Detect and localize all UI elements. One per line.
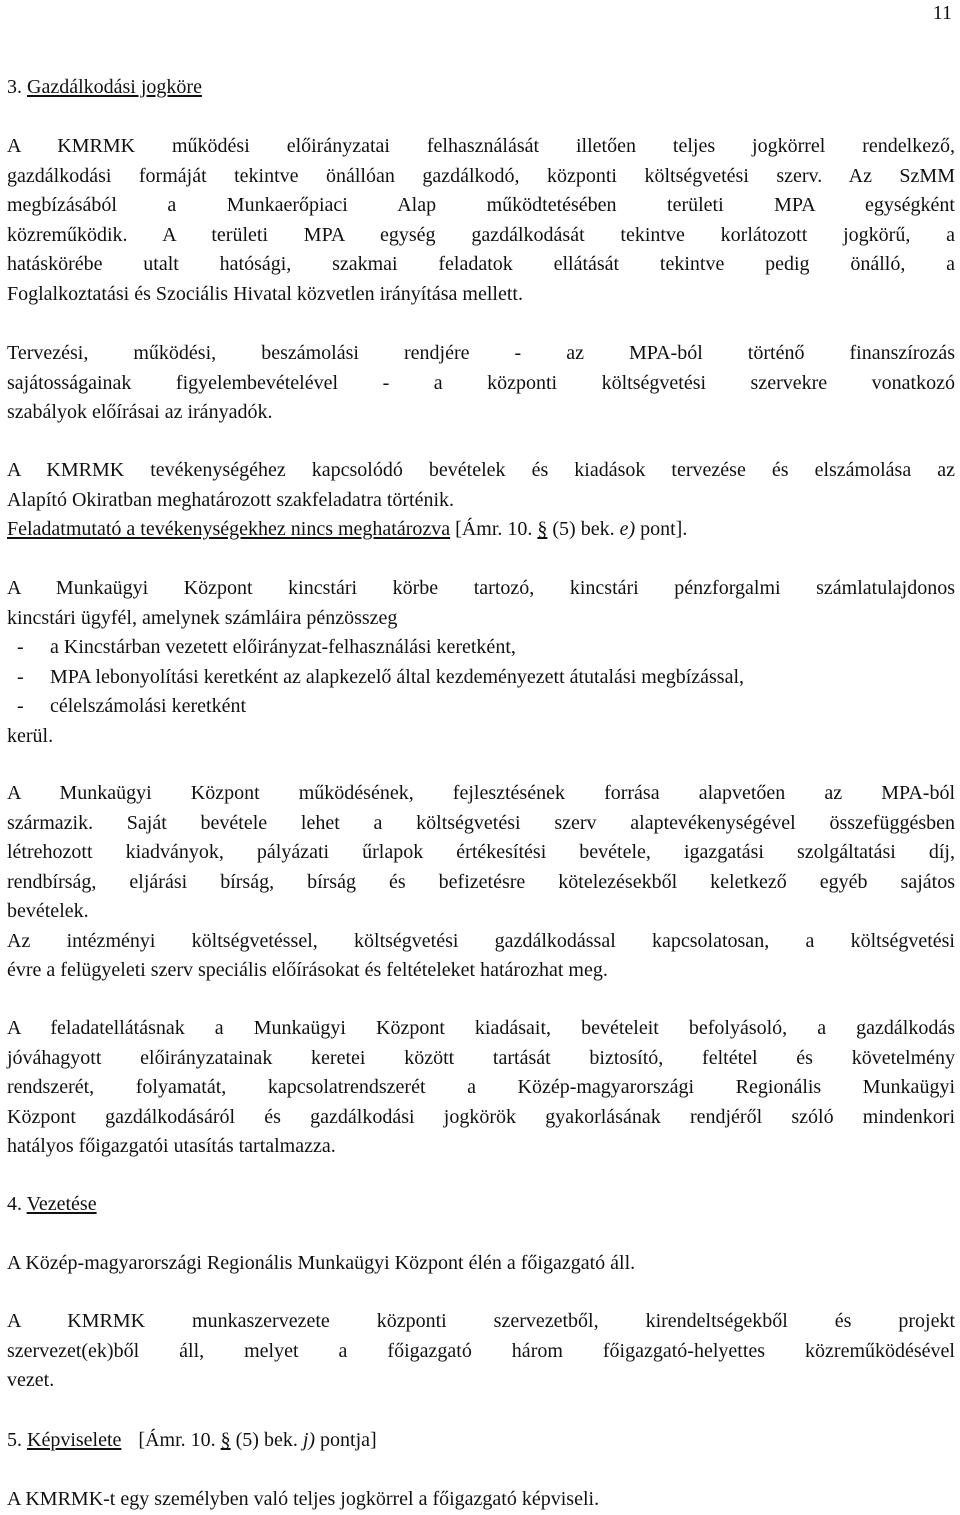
paragraph-2-line: Tervezési, működési, beszámolási rendjére - az MPA-ból történő finanszírozás bbox=[7, 342, 955, 364]
list-item bbox=[7, 633, 955, 663]
paragraph-7-line: hatályos főigazgatói utasítás tartalmazza. bbox=[7, 1135, 336, 1157]
list-item bbox=[7, 663, 955, 693]
section-5-number: 5. bbox=[7, 1429, 22, 1451]
paragraph-9-line: vezet. bbox=[7, 1369, 55, 1391]
paragraph-4-line: kincstári ügyfél, amelynek számláira pénzösszeg bbox=[7, 606, 398, 629]
paragraph-8-line: A Közép-magyarországi Regionális Munkaügyi Központ élén a főigazgató áll. bbox=[7, 1252, 636, 1274]
list-item-text: célelszámolási keretként bbox=[50, 695, 247, 717]
paragraph-4-end: kerül. bbox=[7, 724, 54, 747]
paragraph-9-line: A KMRMK munkaszervezete központi szervezetből, kirendeltségekből és projekt bbox=[7, 1310, 955, 1332]
reference-text: (5) bek. bbox=[547, 518, 620, 540]
task-indicator-note: Feladatmutató a tevékenységekhez nincs meghatározva bbox=[7, 518, 451, 540]
paragraph-6-line: Az intézményi költségvetéssel, költségvetési gazdálkodással kapcsolatosan, a költségvetési bbox=[7, 929, 955, 952]
list-dash: - bbox=[17, 695, 24, 717]
section-4-title: Vezetése bbox=[26, 1193, 97, 1215]
paragraph-3-line: A KMRMK tevékenységéhez kapcsolódó bevételek és kiadások tervezése és elszámolása az bbox=[7, 459, 955, 481]
paragraph-4 bbox=[7, 574, 955, 751]
list-item-text: MPA lebonyolítási keretként az alapkezelő által kezdeményezett átutalási megbízással, bbox=[50, 665, 745, 688]
paragraph-1-line: hatáskörébe utalt hatósági, szakmai feladatok ellátását tekintve pedig önálló, a bbox=[7, 253, 955, 275]
paragraph-5-line: rendbírság, eljárási bírság, bírság és befizetésre kötelezésekből keletkező egyéb sajátos bbox=[7, 870, 955, 893]
paragraph-7-line: jóváhagyott előirányzatainak keretei között tartását biztosító, feltétel és követelmény bbox=[7, 1046, 955, 1069]
paragraph-2-line: szabályok előírásai az irányadók. bbox=[7, 401, 273, 423]
paragraph-7-line: Központ gazdálkodásáról és gazdálkodási jogkörök gyakorlásának rendjéről szóló mindenkori bbox=[7, 1105, 955, 1128]
paragraph-1-line: megbízásából a Munkaerőpiaci Alap működtetésében területi MPA egységként bbox=[7, 194, 955, 216]
paragraph-2-line: sajátosságainak figyelembevételével - a központi költségvetési szervekre vonatkozó bbox=[7, 371, 955, 394]
reference-point: e) bbox=[619, 518, 636, 540]
paragraph-4-line: A Munkaügyi Központ kincstári körbe tartozó, kincstári pénzforgalmi számlatulajdonos bbox=[7, 577, 955, 599]
paragraph-9-line: szervezet(ek)ből áll, melyet a főigazgató három főigazgató-helyettes közreműködésével bbox=[7, 1339, 955, 1362]
paragraph-sign: § bbox=[220, 1429, 231, 1451]
list-dash: - bbox=[17, 636, 24, 658]
reference-text: pontja] bbox=[315, 1429, 377, 1451]
section-3-title: Gazdálkodási jogköre bbox=[27, 76, 202, 98]
paragraph-5-line: létrehozott kiadványok, pályázati űrlapok értékesítési bevétele, igazgatási szolgáltatási díj, bbox=[7, 841, 955, 863]
paragraph-7-line: A feladatellátásnak a Munkaügyi Központ kiadásait, bevételeit befolyásoló, a gazdálkodás bbox=[7, 1017, 955, 1039]
paragraph-5-line: származik. Saját bevétele lehet a költségvetési szerv alaptevékenységével összefüggésben bbox=[7, 811, 955, 834]
reference-text: [Ámr. 10. bbox=[138, 1429, 221, 1451]
paragraph-3-reference-line bbox=[7, 515, 955, 545]
reference-text: [Ámr. 10. bbox=[450, 518, 538, 540]
paragraph-7 bbox=[7, 1014, 955, 1162]
paragraph-5-line: bevételek. bbox=[7, 900, 89, 922]
paragraph-5-line: A Munkaügyi Központ működésének, fejlesztésének forrása alapvetően az MPA-ból bbox=[7, 782, 955, 804]
paragraph-7-line: rendszerét, folyamatát, kapcsolatrendszerét a Közép-magyarországi Regionális Munkaügyi bbox=[7, 1076, 955, 1098]
paragraph-10-line: A KMRMK-t egy személyben való teljes jogkörrel a főigazgató képviseli. bbox=[7, 1488, 600, 1510]
paragraph-3-line: Alapító Okiratban meghatározott szakfeladatra történik. bbox=[7, 488, 455, 511]
section-3-heading bbox=[7, 73, 955, 103]
list-item-text: a Kincstárban vezetett előirányzat-felhasználási keretként, bbox=[50, 636, 516, 658]
paragraph-1-line: Foglalkoztatási és Szociális Hivatal közvetlen irányítása mellett. bbox=[7, 282, 523, 305]
reference-text: (5) bek. bbox=[230, 1429, 303, 1451]
reference-point: j) bbox=[302, 1429, 316, 1451]
paragraph-1-line: közreműködik. A területi MPA egység gazdálkodását tekintve korlátozott jogkörű, a bbox=[7, 223, 955, 246]
paragraph-1 bbox=[7, 132, 955, 309]
section-4-heading bbox=[7, 1190, 955, 1220]
list-dash: - bbox=[17, 665, 24, 688]
paragraph-5 bbox=[7, 779, 955, 986]
paragraph-8 bbox=[7, 1249, 955, 1279]
section-3-number: 3. bbox=[7, 76, 22, 98]
section-4-number: 4. bbox=[7, 1193, 22, 1215]
section-5-title: Képviselete bbox=[27, 1429, 122, 1451]
paragraph-6-line: évre a felügyeleti szerv speciális előírásokat és feltételeket határozhat meg. bbox=[7, 959, 608, 981]
page-number: 11 bbox=[932, 2, 952, 24]
paragraph-1-line: A KMRMK működési előirányzatai felhasználását illetően teljes jogkörrel rendelkező, bbox=[7, 135, 955, 157]
paragraph-9 bbox=[7, 1307, 955, 1396]
paragraph-3 bbox=[7, 456, 955, 545]
section-5-heading bbox=[7, 1426, 955, 1456]
list-item bbox=[7, 692, 955, 722]
reference-text: pont]. bbox=[635, 518, 688, 540]
paragraph-1-line: gazdálkodási formáját tekintve önállóan gazdálkodó, központi költségvetési szerv. Az SzMM bbox=[7, 164, 955, 187]
paragraph-2 bbox=[7, 339, 955, 428]
paragraph-10 bbox=[7, 1485, 955, 1515]
paragraph-sign: § bbox=[537, 518, 548, 540]
